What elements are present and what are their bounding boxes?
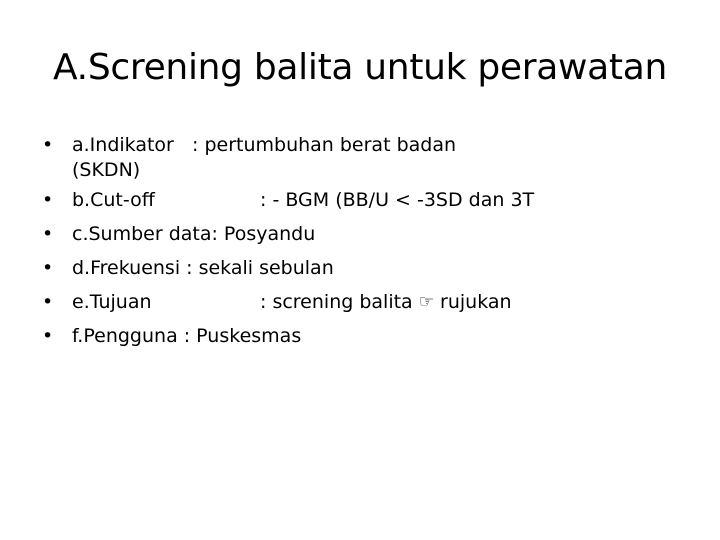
bullet-icon: •	[42, 257, 54, 279]
bullet-list	[42, 128, 682, 353]
bullet-label: b.Cut-off	[72, 189, 155, 211]
bullet-value: : screning balita	[260, 291, 413, 313]
bullet-item-pengguna	[42, 319, 682, 353]
slide-title: A.Screning balita untuk perawatan	[52, 47, 668, 88]
bullet-label: a.Indikator	[72, 134, 174, 156]
bullet-item-cutoff	[42, 183, 682, 217]
bullet-icon: •	[42, 325, 54, 347]
bullet-value: : - BGM (BB/U < -3SD dan 3T	[260, 189, 535, 211]
bullet-continuation: (SKDN)	[72, 159, 141, 181]
bullet-icon: •	[42, 291, 54, 313]
bullet-item-frekuensi	[42, 251, 682, 285]
bullet-icon: •	[42, 223, 54, 245]
pointing-hand-icon: ☞	[418, 292, 434, 312]
bullet-value: : pertumbuhan berat badan	[192, 134, 457, 156]
bullet-text: c.Sumber data: Posyandu	[72, 223, 316, 245]
bullet-text: f.Pengguna : Puskesmas	[72, 325, 302, 347]
bullet-icon: •	[42, 134, 54, 156]
bullet-value-after: rujukan	[440, 291, 512, 313]
bullet-item-sumber-data	[42, 217, 682, 251]
bullet-text: d.Frekuensi : sekali sebulan	[72, 257, 334, 279]
bullet-icon: •	[42, 189, 54, 211]
bullet-label: e.Tujuan	[72, 291, 152, 313]
bullet-item-indikator	[42, 128, 682, 183]
bullet-item-tujuan	[42, 285, 682, 319]
